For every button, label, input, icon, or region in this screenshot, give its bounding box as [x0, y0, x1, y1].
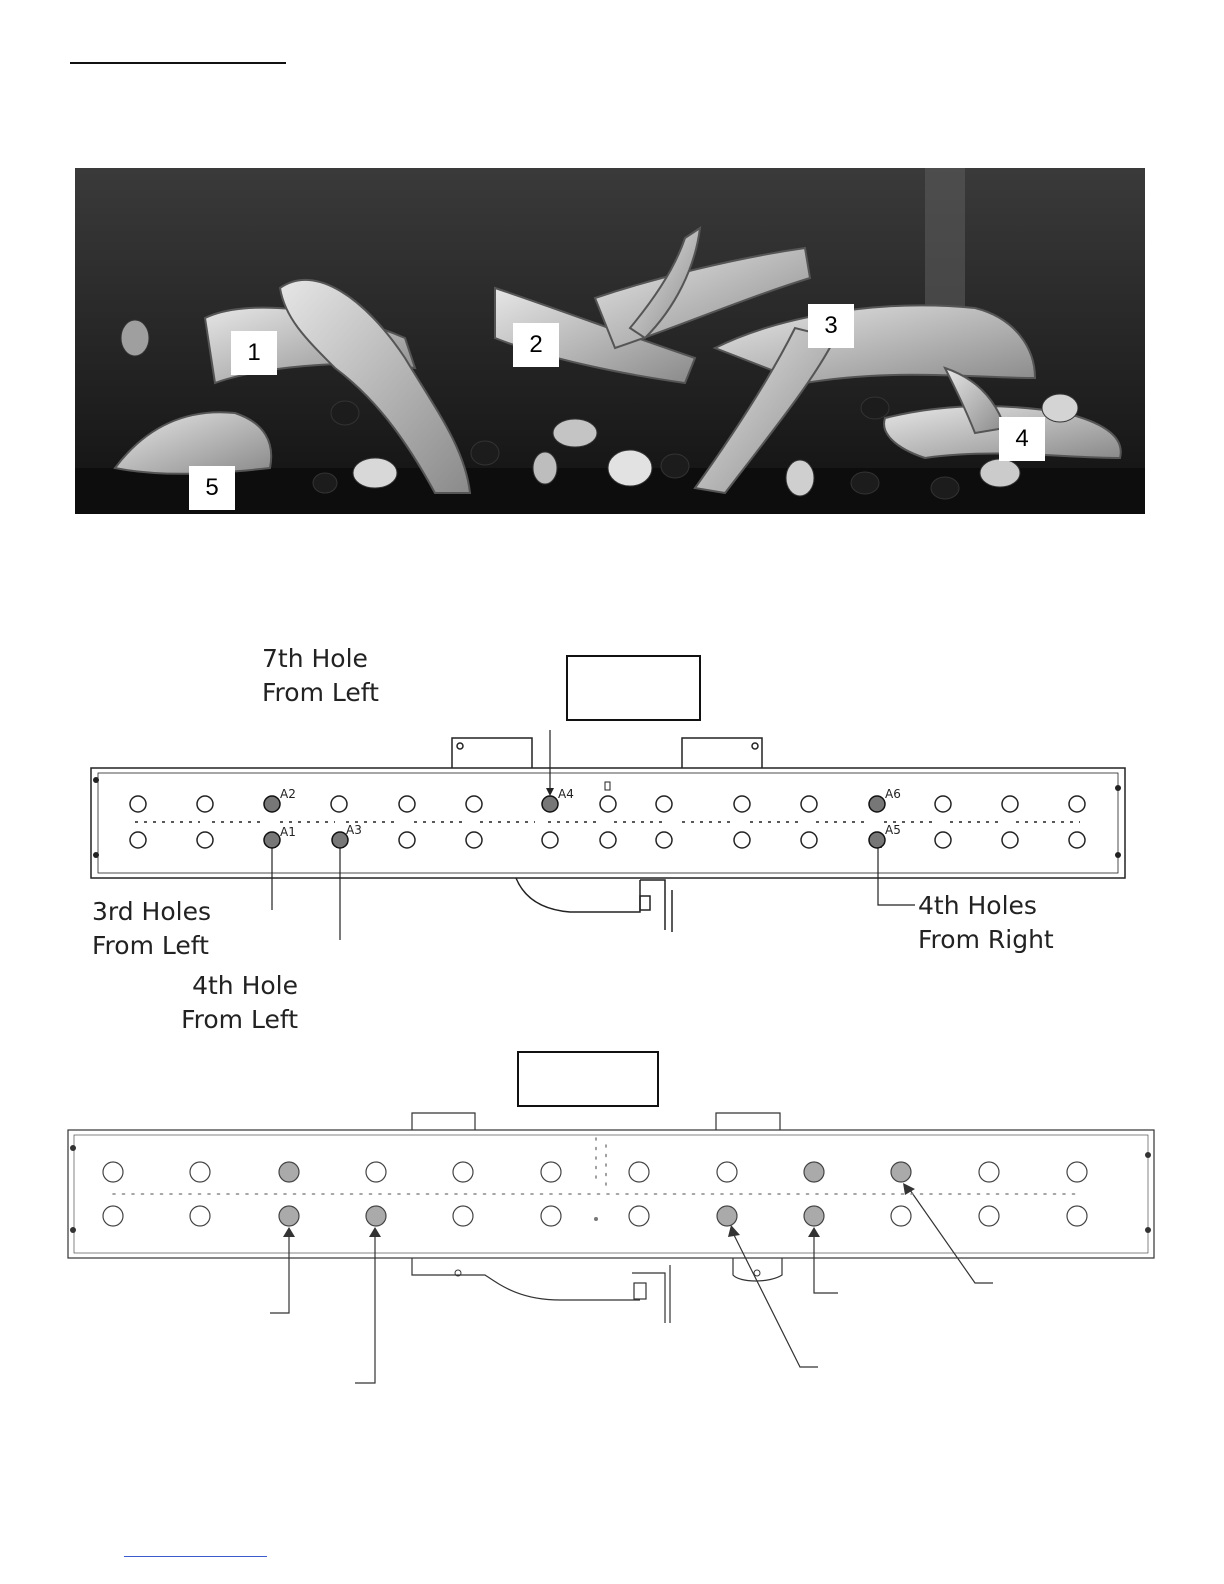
- callout-7th-hole-line1: 7th Hole: [262, 644, 368, 673]
- burner-diagram-a: [0, 730, 1224, 940]
- callout-4th-holes-right-line1: 4th Holes: [918, 891, 1037, 920]
- photo-label-4: 4: [999, 417, 1045, 461]
- callout-7th-hole: [262, 642, 379, 710]
- photo-label-3: 3: [808, 304, 854, 348]
- burner-diagram-b: [0, 1105, 1224, 1395]
- callout-4th-holes-right-line2: From Right: [918, 925, 1054, 954]
- callout-3rd-holes-line2: From Left: [92, 931, 209, 960]
- callout-4th-hole-line1: 4th Hole: [192, 971, 298, 1000]
- diagram-b-blank-box: [517, 1051, 659, 1107]
- hole-label-a3: A3: [346, 823, 362, 837]
- footer-link-underline[interactable]: [124, 1556, 267, 1557]
- callout-7th-hole-line2: From Left: [262, 678, 379, 707]
- callout-3rd-holes-line1: 3rd Holes: [92, 897, 212, 926]
- diagram-a-blank-box: [566, 655, 701, 721]
- hole-label-a2: A2: [280, 787, 296, 801]
- photo-label-2: 2: [513, 323, 559, 367]
- callout-4th-hole: [174, 969, 298, 1037]
- header-rule: [70, 62, 286, 64]
- hole-label-a4: A4: [558, 787, 574, 801]
- hole-label-a5: A5: [885, 823, 901, 837]
- hole-label-a6: A6: [885, 787, 901, 801]
- photo-label-5: 5: [189, 466, 235, 510]
- photo-label-1: 1: [231, 331, 277, 375]
- hole-label-a1: A1: [280, 825, 296, 839]
- log-set-photo: [75, 168, 1145, 514]
- callout-4th-hole-line2: From Left: [181, 1005, 298, 1034]
